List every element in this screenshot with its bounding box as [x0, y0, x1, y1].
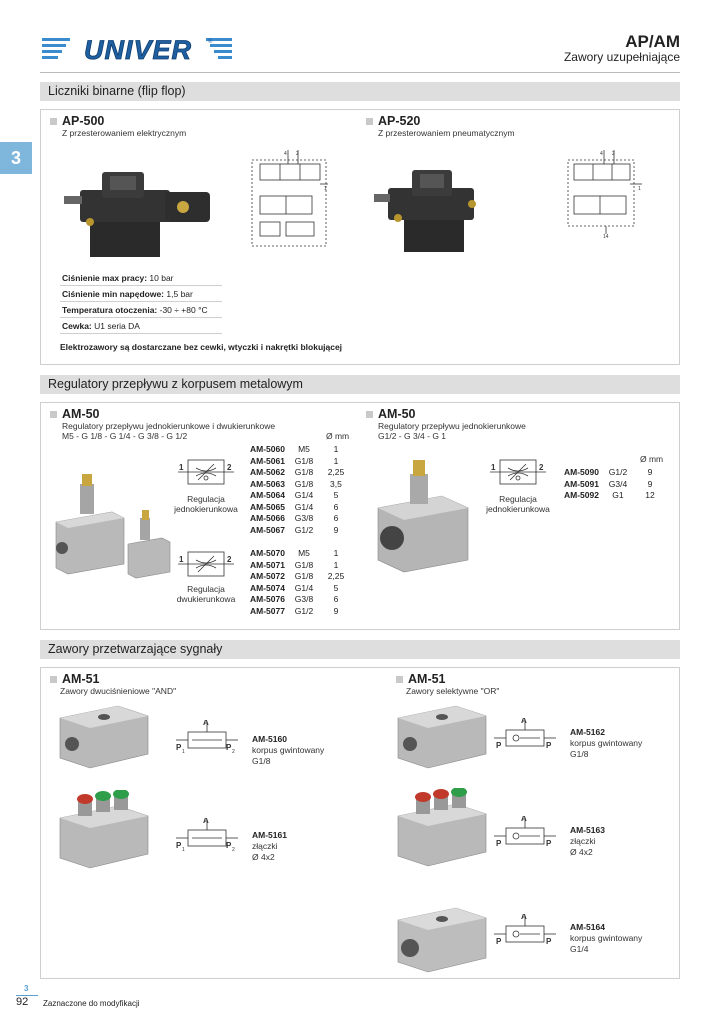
table-row: AM-5060 M5 1 [250, 444, 339, 454]
am5163-label: AM-5163 złączki Ø 4x2 [570, 825, 605, 857]
svg-text:P: P [496, 839, 502, 848]
table-row: AM-5064 G1/4 5 [250, 490, 339, 500]
table-row: AM-5063 G1/8 3,5 [250, 478, 342, 489]
ap500-schematic [250, 148, 330, 248]
symbol-one-way [178, 456, 234, 488]
bullet-icon [50, 676, 57, 683]
svg-text:P: P [176, 841, 182, 850]
chapter-tab[interactable]: 3 [0, 142, 32, 174]
svg-text:2: 2 [227, 555, 232, 564]
bullet-icon [366, 411, 373, 418]
svg-text:®: ® [208, 39, 213, 45]
svg-text:A: A [521, 816, 527, 823]
table-row: AM-5072 G1/8 2,25 [250, 571, 345, 581]
svg-text:1: 1 [324, 186, 327, 192]
reg-one-way-label: Regulacja jednokierunkowa [174, 494, 238, 514]
am51a-title: AM-51 [62, 672, 100, 686]
am50a-threads: M5 - G 1/8 - G 1/4 - G 3/8 - G 1/2 [62, 431, 188, 441]
bullet-icon [50, 118, 57, 125]
table-row: AM-5061 G1/8 1 [250, 455, 339, 466]
am5161-symbol [176, 818, 238, 854]
svg-text:P: P [226, 743, 232, 752]
table-row: AM-5070 M5 1 [250, 548, 339, 558]
svg-text:2: 2 [612, 151, 615, 157]
table-row: AM-5077 G1/2 9 [250, 605, 339, 616]
am51a-subtitle: Zawory dwuciśnieniowe "AND" [60, 686, 177, 696]
svg-text:UNIVER: UNIVER [83, 35, 193, 64]
svg-text:14: 14 [603, 234, 609, 238]
footer-note: Zaznaczone do modyfikacji [43, 999, 140, 1008]
svg-text:1: 1 [491, 463, 496, 472]
svg-text:2: 2 [232, 749, 235, 755]
svg-text:A: A [203, 818, 209, 825]
svg-text:P: P [546, 937, 552, 946]
am50b-reg-label: Regulacja jednokierunkowa [486, 494, 550, 514]
am5164-product-image [396, 902, 488, 974]
svg-text:1: 1 [182, 847, 185, 853]
symbol-one-way-large [490, 456, 546, 488]
am5164-label: AM-5164 korpus gwintowany G1/4 [570, 922, 643, 954]
svg-text:4: 4 [284, 151, 287, 157]
svg-text:P: P [496, 741, 502, 750]
am50b-title: AM-50 [378, 407, 416, 421]
symbol-two-way [178, 548, 234, 580]
am5164-symbol [494, 914, 556, 950]
am5161-label: AM-5161 złączki Ø 4x2 [252, 830, 287, 862]
ap500-note: Elektrozawory są dostarczane bez cewki, wtyczki i nakrętki blokującej [60, 342, 343, 352]
am50b-product-image [372, 456, 472, 576]
am50a-product-image [52, 470, 172, 580]
table-row: AM-5090 G1/2 9 [564, 467, 653, 477]
ap520-title: AP-520 [378, 114, 421, 128]
am5161-product-image [58, 790, 150, 870]
header-divider [40, 72, 680, 73]
svg-text:P: P [546, 839, 552, 848]
svg-text:1: 1 [638, 186, 641, 192]
table-row: AM-5065 G1/4 6 [250, 501, 339, 512]
am50a-dia-header: Ø mm [326, 431, 350, 441]
am5163-product-image [396, 788, 488, 868]
am50a-title: AM-50 [62, 407, 100, 421]
am50b-subtitle: Regulatory przepływu jednokierunkowe [378, 421, 526, 431]
ap520-product-image [372, 160, 502, 255]
am51b-subtitle: Zawory selektywne "OR" [406, 686, 500, 696]
am50b-table [564, 467, 667, 502]
am50a-table-one-way [250, 444, 353, 536]
table-row: AM-5066 G3/8 6 [250, 513, 339, 523]
svg-text:P: P [546, 741, 552, 750]
am5162-product-image [396, 700, 488, 770]
am50b-threads: G1/2 - G 3/4 - G 1 [378, 431, 447, 441]
ap520-subtitle: Z przesterowaniem pneumatycznym [378, 128, 515, 138]
svg-text:P: P [226, 841, 232, 850]
ap500-subtitle: Z przesterowaniem elektrycznym [62, 128, 187, 138]
ap520-schematic [566, 148, 646, 238]
svg-text:2: 2 [296, 151, 299, 157]
svg-text:A: A [203, 720, 209, 727]
am5160-product-image [58, 700, 150, 770]
table-row: AM-5074 G1/4 5 [250, 582, 339, 593]
spec-row: Ciśnienie min napędowe: 1,5 bar [60, 286, 222, 302]
bullet-icon [366, 118, 373, 125]
table-row: AM-5067 G1/2 9 [250, 524, 339, 535]
svg-text:1: 1 [182, 749, 185, 755]
am51b-heading [396, 672, 499, 696]
am51a-heading [50, 672, 176, 696]
spec-row: Cewka: U1 seria DA [60, 318, 222, 334]
table-row: AM-5091 G3/4 9 [564, 478, 653, 489]
page-code: AP/AM [625, 32, 680, 51]
am5163-symbol [494, 816, 556, 852]
am50a-table-two-way [250, 548, 353, 617]
am50b-dia-header: Ø mm [640, 454, 664, 464]
table-row: AM-5062 G1/8 2,25 [250, 467, 345, 477]
spec-row: Ciśnienie max pracy: 10 bar [60, 270, 222, 286]
ap500-heading [50, 114, 186, 138]
ap500-title: AP-500 [62, 114, 105, 128]
bullet-icon [396, 676, 403, 683]
section-title-signal-valves: Zawory przetwarzające sygnały [40, 640, 680, 659]
spec-row: Temperatura otoczenia: -30 ÷ +80 °C [60, 302, 222, 318]
am5162-symbol [494, 718, 556, 754]
section-title-flipflop: Liczniki binarne (flip flop) [40, 82, 680, 101]
am5160-symbol [176, 720, 238, 756]
table-row: AM-5092 G1 12 [564, 490, 655, 500]
bullet-icon [50, 411, 57, 418]
am51b-title: AM-51 [408, 672, 446, 686]
page-number: 92 [16, 996, 29, 1008]
svg-text:2: 2 [227, 463, 232, 472]
am50a-heading [50, 407, 275, 441]
am5160-label: AM-5160 korpus gwintowany G1/8 [252, 734, 325, 766]
am50a-subtitle: Regulatory przepływu jednokierunkowe i dwukierunkowe [62, 421, 276, 431]
univer-logo [42, 34, 232, 64]
reg-two-way-label: Regulacja dwukierunkowa [176, 584, 236, 604]
svg-text:4: 4 [600, 151, 603, 157]
svg-text:2: 2 [539, 463, 544, 472]
svg-text:A: A [521, 718, 527, 725]
ap520-heading [366, 114, 515, 138]
am5162-label: AM-5162 korpus gwintowany G1/8 [570, 727, 643, 759]
svg-text:2: 2 [232, 847, 235, 853]
table-row: AM-5076 G3/8 6 [250, 594, 339, 604]
svg-text:1: 1 [179, 555, 184, 564]
footer-chapter: 3 [24, 984, 29, 993]
am50b-heading [366, 407, 526, 441]
svg-text:P: P [176, 743, 182, 752]
svg-text:A: A [521, 914, 527, 921]
ap500-specs [60, 270, 222, 334]
table-row: AM-5071 G1/8 1 [250, 559, 339, 570]
svg-text:P: P [496, 937, 502, 946]
page-subtitle: Zawory uzupełniające [563, 50, 680, 64]
section-title-flow-regulators: Regulatory przepływu z korpusem metalowym [40, 375, 680, 394]
svg-text:1: 1 [179, 463, 184, 472]
ap500-product-image [60, 160, 220, 260]
